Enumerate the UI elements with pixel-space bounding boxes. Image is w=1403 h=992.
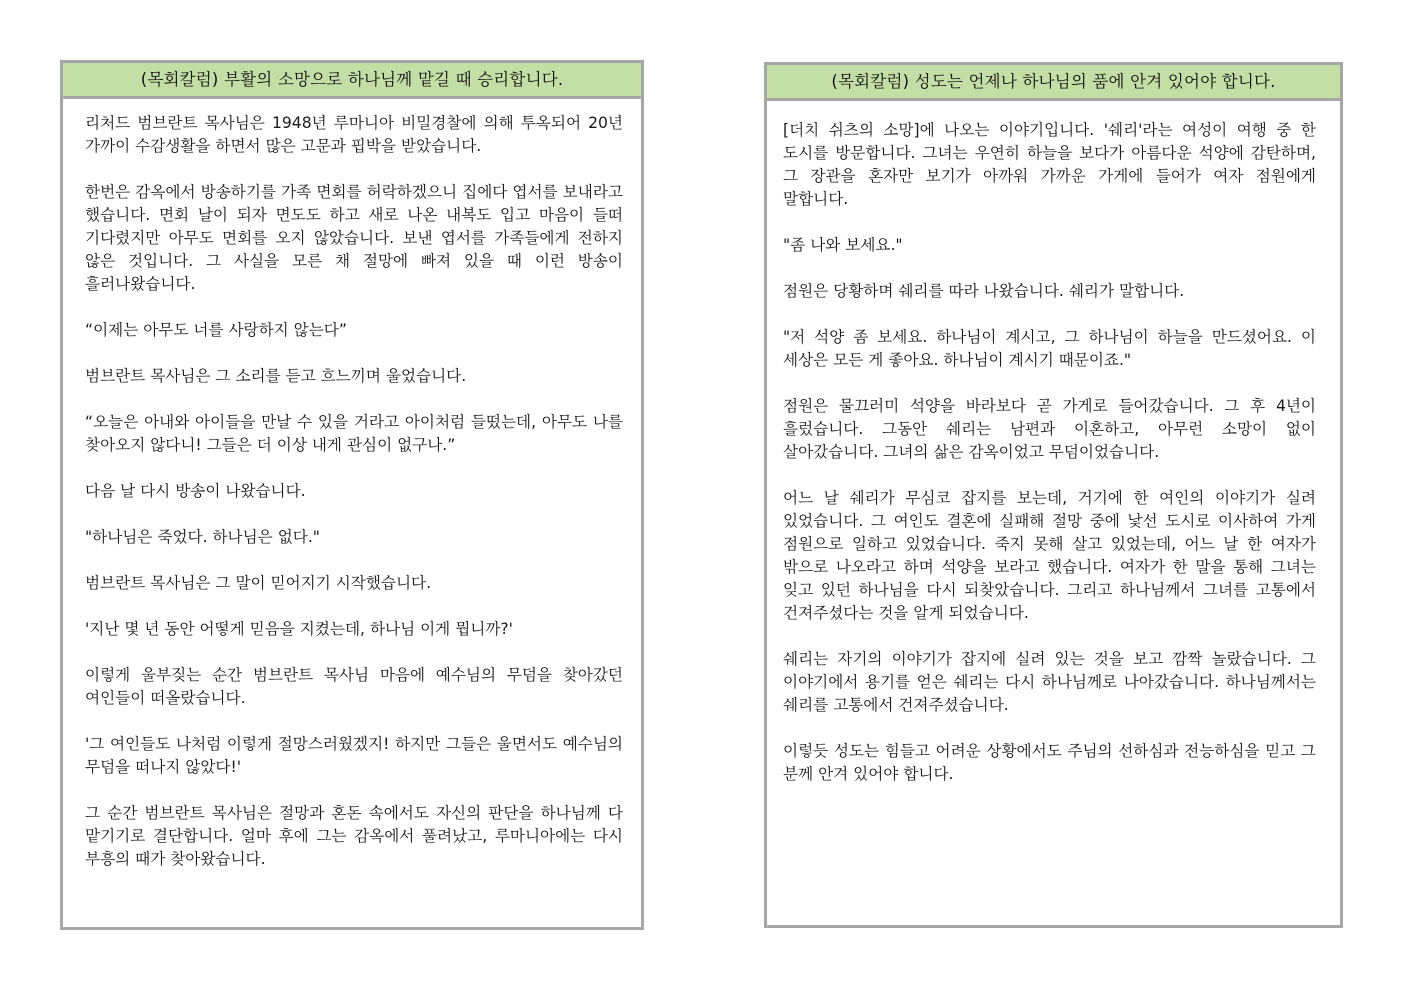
paragraph: "좀 나와 보세요." bbox=[783, 236, 903, 254]
paragraph: '지난 몇 년 동안 어떻게 믿음을 지켰는데, 하나님 이게 뭡니까?' bbox=[85, 620, 513, 638]
paragraph: 이렇게 울부짖는 순간 범브란트 목사님 마음에 예수님의 무덤을 찾아갔던 여인들이 떠올랐습니다. bbox=[85, 666, 623, 707]
column-body bbox=[63, 99, 641, 871]
paragraph: 한번은 감옥에서 방송하기를 가족 면회를 허락하겠으니 집에다 엽서를 보내라고 했습니다. 면회 날이 되자 면도도 하고 새로 나온 내복도 입고 마음이 들떠 기다렸지만 아무도 면회를 오지 않았습니다. 보낸 엽서를 가족들에게 전하지 않은 것입니다. 그 사실을 모른 채 절망에 빠져 있을 때 이런 방송이 흘러나왔습니다. bbox=[85, 183, 623, 293]
paragraph: 범브란트 목사님은 그 소리를 듣고 흐느끼며 울었습니다. bbox=[85, 367, 467, 385]
column-title: (목회칼럼) 부활의 소망으로 하나님께 맡길 때 승리합니다. bbox=[63, 63, 641, 99]
paragraph: 범브란트 목사님은 그 말이 믿어지기 시작했습니다. bbox=[85, 574, 432, 592]
column-left bbox=[60, 60, 644, 930]
paragraph: "하나님은 죽었다. 하나님은 없다." bbox=[85, 528, 320, 546]
column-right bbox=[764, 62, 1343, 928]
paragraph: 그 순간 범브란트 목사님은 절망과 혼돈 속에서도 자신의 판단을 하나님께 다 맡기기로 결단합니다. 얼마 후에 그는 감옥에서 풀려났고, 루마니아에는 다시 부흥의 때가 찾아왔습니다. bbox=[85, 804, 623, 868]
paragraph: 어느 날 쉐리가 무심코 잡지를 보는데, 거기에 한 여인의 이야기가 실려 있었습니다. 그 여인도 결혼에 실패해 절망 중에 낯선 도시로 이사하여 가게 점원으로 일하고 있었습니다. 죽지 못해 살고 있었는데, 어느 날 한 여자가 밖으로 나오라고 하며 석양을 보라고 했습니다. 여자가 한 말을 통해 그녀는 잊고 있던 하나님을 다시 되찾았습니다. 그리고 하나님께서 그녀를 고통에서 건져주셨다는 것을 알게 되었습니다. bbox=[783, 489, 1316, 622]
column-body bbox=[767, 101, 1340, 786]
column-title: (목회칼럼) 성도는 언제나 하나님의 품에 안겨 있어야 합니다. bbox=[767, 65, 1340, 101]
paragraph: '그 여인들도 나처럼 이렇게 절망스러웠겠지! 하지만 그들은 울면서도 예수님의 무덤을 떠나지 않았다!' bbox=[85, 735, 623, 776]
paragraph: 점원은 물끄러미 석양을 바라보다 곧 가게로 들어갔습니다. 그 후 4년이 흘렀습니다. 그동안 쉐리는 남편과 이혼하고, 아무런 소망이 없이 살아갔습니다. 그녀의 삶은 감옥이었고 무덤이었습니다. bbox=[783, 397, 1316, 461]
paragraph: 다음 날 다시 방송이 나왔습니다. bbox=[85, 482, 306, 500]
paragraph: “오늘은 아내와 아이들을 만날 수 있을 거라고 아이처럼 들떴는데, 아무도 나를 찾아오지 않다니! 그들은 더 이상 내게 관심이 없구나.” bbox=[85, 413, 623, 454]
paragraph: 이렇듯 성도는 힘들고 어려운 상황에서도 주님의 선하심과 전능하심을 믿고 그 분께 안겨 있어야 합니다. bbox=[783, 742, 1316, 783]
paragraph: “이제는 아무도 너를 사랑하지 않는다” bbox=[85, 321, 347, 339]
paragraph: 점원은 당황하며 쉐리를 따라 나왔습니다. 쉐리가 말합니다. bbox=[783, 282, 1185, 300]
paragraph: "저 석양 좀 보세요. 하나님이 계시고, 그 하나님이 하늘을 만드셨어요. 이 세상은 모든 게 좋아요. 하나님이 계시기 때문이죠." bbox=[783, 328, 1316, 369]
paragraph: 쉐리는 자기의 이야기가 잡지에 실려 있는 것을 보고 깜짝 놀랐습니다. 그 이야기에서 용기를 얻은 쉐리는 다시 하나님께로 나아갔습니다. 하나님께서는 쉐리를 고통에서 건져주셨습니다. bbox=[783, 650, 1316, 714]
paragraph: [더치 쉬츠의 소망]에 나오는 이야기입니다. '쉐리'라는 여성이 여행 중 한 도시를 방문합니다. 그녀는 우연히 하늘을 보다가 아름다운 석양에 감탄하며, 그 장관을 혼자만 보기가 아까워 가까운 가게에 들어가 여자 점원에게 말합니다. bbox=[783, 121, 1316, 208]
paragraph: 리처드 범브란트 목사님은 1948년 루마니아 비밀경찰에 의해 투옥되어 20년 가까이 수감생활을 하면서 많은 고문과 핍박을 받았습니다. bbox=[85, 114, 623, 155]
